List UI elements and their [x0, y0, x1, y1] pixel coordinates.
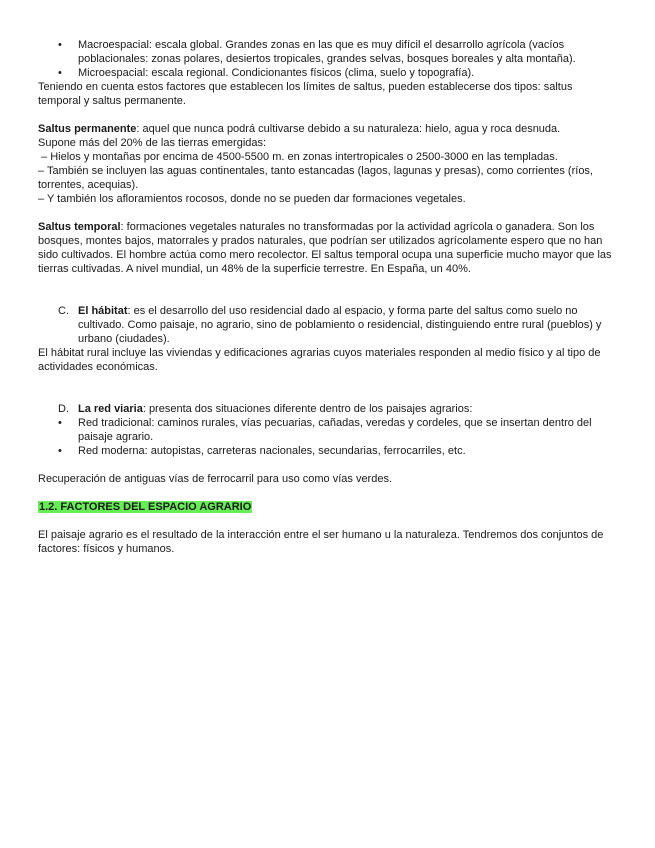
saltus-temporal-term: Saltus temporal	[38, 221, 121, 233]
habitat-definition: : es el desarrollo del uso residencial dado al espacio, y forma parte del saltus como suelo no cultivado. Como paisaje, no agrario, sino de poblamiento o residencial, distinguiendo entre rural (pueblos) y urbano (ciudades).	[78, 305, 602, 345]
red-viaria-term: La red viaria	[78, 403, 143, 415]
red-viaria-letter: D.	[58, 403, 69, 415]
red-viaria-definition: : presenta dos situaciones diferente dentro de los paisajes agrarios:	[142, 403, 473, 415]
scale-list	[38, 38, 618, 80]
habitat-note: El hábitat rural incluye las viviendas y edificaciones agrarias cuyos materiales responden al medio físico y al tipo de actividades económicas.	[38, 347, 601, 373]
saltus-permanente-paragraph	[38, 122, 618, 136]
red-viaria-item	[38, 402, 618, 416]
saltus-permanente-definition: : aquel que nunca podrá cultivarse debido a su naturaleza: hielo, agua y roca desnuda.	[136, 123, 561, 135]
intro-paragraph: Teniendo en cuenta estos factores que establecen los límites de saltus, pueden establecerse dos tipos: saltus temporal y saltus permanente.	[38, 81, 573, 107]
list-item: • Microespacial: escala regional. Condicionantes físicos (clima, suelo y topografía).	[38, 66, 618, 80]
section-heading: 1.2. FACTORES DEL ESPACIO AGRARIO	[39, 501, 252, 513]
saltus-permanente-line: – Hielos y montañas por encima de 4500-5500 m. en zonas intertropicales o 2500-3000 en las templadas.	[38, 151, 558, 163]
list-item: • Macroespacial: escala global. Grandes zonas en las que es muy difícil el desarrollo agrícola (vacíos poblacionales: zonas polares, desiertos tropicales, grandes selvas, bosques boreales y alta montaña).	[38, 38, 618, 66]
saltus-temporal-definition: : formaciones vegetales naturales no transformadas por la actividad agrícola o ganadera. Son los bosques, montes bajos, matorrales y prados naturales, que podrían ser utilizados agrícolamente espero que no han sido cultivados. El hombre actúa como mero recolector. El saltus temporal ocupa una superficie mucho mayor que las tierras cultivadas. A nivel mundial, un 48% de la superficie terrestre. En España, un 40%.	[38, 221, 612, 275]
habitat-item	[38, 304, 618, 346]
closing-paragraph: El paisaje agrario es el resultado de la interacción entre el ser humano u la naturaleza. Tendremos dos conjuntos de factores: físicos y humanos.	[38, 529, 604, 555]
red-viaria-list	[38, 416, 618, 458]
document-page	[38, 38, 618, 556]
list-item: • Red moderna: autopistas, carreteras nacionales, secundarias, ferrocarriles, etc.	[38, 444, 618, 458]
habitat-letter: C.	[58, 305, 69, 317]
habitat-term: El hábitat	[78, 305, 128, 317]
saltus-temporal-paragraph	[38, 220, 618, 276]
saltus-permanente-line: – También se incluyen las aguas continentales, tanto estancadas (lagos, lagunas y presas), como corrientes (ríos, torrentes, acequias).	[38, 165, 593, 191]
red-viaria-note: Recuperación de antiguas vías de ferrocarril para uso como vías verdes.	[38, 473, 393, 485]
saltus-permanente-term: Saltus permanente	[38, 123, 137, 135]
section-heading-line	[38, 500, 618, 514]
saltus-permanente-line: Supone más del 20% de las tierras emergidas:	[38, 137, 267, 149]
list-item: • Red tradicional: caminos rurales, vías pecuarias, cañadas, veredas y cordeles, que se insertan dentro del paisaje agrario.	[38, 416, 618, 444]
saltus-permanente-line: – Y también los afloramientos rocosos, donde no se pueden dar formaciones vegetales.	[38, 193, 466, 205]
